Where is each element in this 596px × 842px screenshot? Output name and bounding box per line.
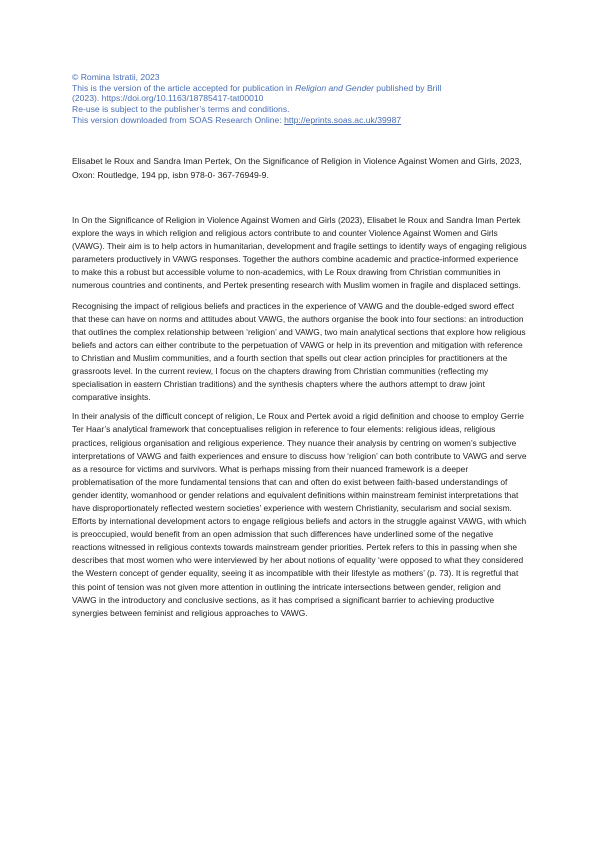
journal-title: Religion and Gender — [295, 82, 374, 93]
book-citation: Elisabet le Roux and Sandra Iman Pertek, On the Significance of Religion in Violence Against Women and Girls, 2023, Oxon: Routledge, 194 pp, isbn 978-0- 367-76949-9. — [72, 156, 522, 180]
publication-notice — [72, 72, 532, 126]
publication-line — [72, 83, 532, 94]
download-text: This version downloaded from SOAS Research Online: — [72, 114, 285, 125]
paragraph: Recognising the impact of religious beliefs and practices in the experience of VAWG and the double-edged sword effect that these can have on norms and attitudes about VAWG, the authors organise the book into four sections: an introduction that outlines the complex relationship between ‘religion’ and VAWG, two main analytical sections that explore how religious beliefs and actors can either contribute to the perpetuation of VAWG or help in its prevention and mitigation with reference to Christian and Muslim communities, and a fourth section that spells out clear action principles for practitioners at the grassroots level. In the current review, I focus on the chapters drawing from Christian communities (reflecting my specialisation in eastern Christian traditions) and the synthesis chapters where the authors attempt to draw joint comparative insights. — [72, 300, 526, 403]
paragraph: In On the Significance of Religion in Violence Against Women and Girls (2023), Elisabet le Roux and Sandra Iman Pertek explore the ways in which religion and religious actors contribute to and counter Violence Against Women and Girls (VAWG). Their aim is to help actors in humanitarian, development and fragile settings to identify ways of engaging religious parameters productively in VAWG responses. Together the authors combine academic and practice-informed experience to make this a robust but accessible volume to non-academics, with Le Roux drawing from Christian communities in numerous countries and continents, and Pertek presenting research with Muslim women in fragile and displaced settings. — [72, 215, 527, 291]
publisher-text: published by Brill — [373, 82, 442, 93]
copyright-line: © Romina Istratii, 2023 — [72, 72, 160, 82]
paragraph: In their analysis of the difficult concept of religion, Le Roux and Pertek avoid a rigid definition and choose to employ Gerrie Ter Haar’s analytical framework that conceptualises religion in reference to four elements: religious ideas, religious practices, religious organisation and religious experience. They nuance their analysis by centring on women’s subjective interpretations of VAWG and faith experiences and ensure to discuss how ‘religion’ can both contribute to VAWG and serve as a resource for victims and survivors. What is perhaps missing from their nuanced framework is a deeper problematisation of the more fundamental tensions that can and often do exist between faith-based understandings of gender identity, womanhood or gender relations and equivalent definitions within mainstream feminist interpretations that have disproportionately reflected western societies’ experience with western Christianity, secularism and social sexism. Efforts by international development actors to engage religious beliefs and actors in the struggle against VAWG, with which is preoccupied, would benefit from an open admission that such differences have underlined some of the negative reactions witnessed in religious contexts towards mainstream gender priorities. Pertek refers to this in passing when she describes that most women who were interviewed by her about notions of equality ‘were opposed to what they considered the Western concept of gender equality, seeing it as incompatible with their lifestyle as mothers’ (p. 73). It is regretful that this point of tension was not given more attention in outlining the intricate intersections between gender, religion and VAWG in the introductory and conclusive sections, as it has comprised a significant barrier to achieving productive synergies between feminist and religious approaches to VAWG. — [72, 411, 527, 618]
doi-line: (2023). https://doi.org/10.1163/18785417-tat00010 — [72, 93, 264, 104]
download-line — [72, 115, 532, 126]
publication-text: This is the version of the article accepted for publication in — [72, 82, 296, 93]
eprints-link[interactable]: http://eprints.soas.ac.uk/39987 — [284, 114, 402, 125]
reuse-line: Re-use is subject to the publisher’s terms and conditions. — [72, 104, 290, 115]
review-body — [72, 214, 527, 627]
